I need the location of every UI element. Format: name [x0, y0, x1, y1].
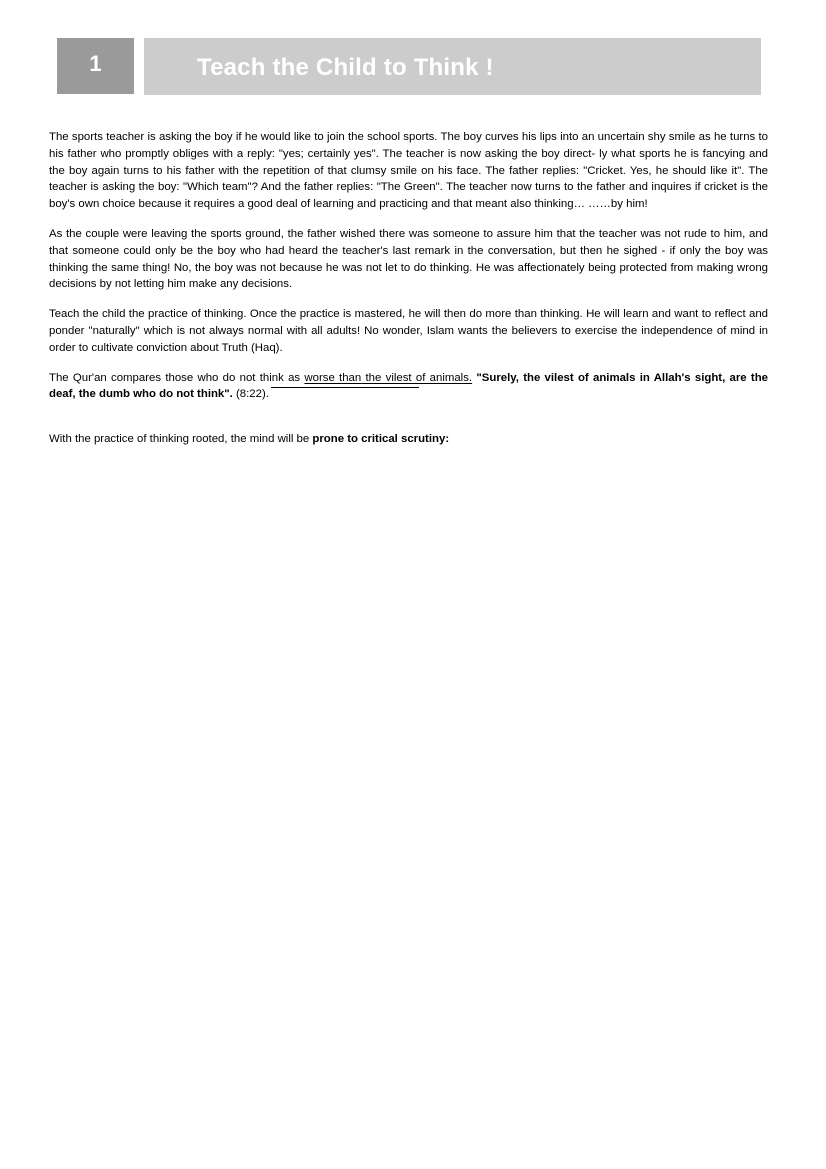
paragraph-teach-thinking: Teach the child the practice of thinking. Once the practice is mastered, he will then do more than thinking. He will learn and want to reflect and ponder "naturally" which is not always normal with all adults! No wonder, Islam wants the believers to exercise the independence of mind in order to cultivate conviction about Truth (Haq). — [49, 308, 768, 354]
scrutiny-intro-text: With the practice of thinking rooted, the mind will be — [49, 433, 313, 446]
chapter-number-box — [57, 38, 134, 94]
quran-quote: "Surely, the vilest of animals in Allah's sight, are the deaf, the dumb who do not think". — [49, 371, 769, 401]
chapter-title: Teach the Child to Think ! — [197, 54, 494, 81]
chapter-title-bar — [144, 38, 761, 95]
paragraph-sports-teacher: The sports teacher is asking the boy if he would like to join the school sports. The boy curves his lips into an uncertain shy smile as he turns to his father who promptly obliges with a reply: "yes; certainly yes". The teacher is now asking the boy direct- ly what sports he is fancying and the boy again turns to his father with the repetition of that clumsy smile on his face. The father replies: "Cricket. Yes, he should like it". The teacher is asking the boy: "Which team"? And the father replies: "The Green". The teacher now turns to the father and inquires if cricket is the boy's own choice because it requires a good deal of learning and practicing and that meant also thinking… ……by him! — [49, 131, 768, 211]
underlined-phrase: worse than the vilest of animals. — [304, 371, 473, 384]
body-text — [49, 129, 768, 461]
paragraph-quran-quote — [49, 370, 768, 404]
verse-reference: (8:22). — [232, 388, 269, 401]
paragraph-leaving-ground: As the couple were leaving the sports ground, the father wished there was someone to assure him that the teacher was not rude to him, and that someone could only be the boy who had heard the teacher's last remark in the conversation, but then he sighed - if only the boy was thinking the same thing! No, the boy was not because he was not let to do thinking. He was affectionately being protected from making wrong decisions by not letting him make any decisions. — [49, 227, 768, 291]
chapter-number: 1 — [89, 51, 102, 76]
quran-intro-text: The Qur'an compares those who do not think as — [49, 371, 305, 384]
scrutiny-bold-phrase: prone to critical scrutiny: — [312, 433, 450, 446]
decorative-rule — [271, 387, 419, 388]
paragraph-critical-scrutiny — [49, 431, 768, 448]
